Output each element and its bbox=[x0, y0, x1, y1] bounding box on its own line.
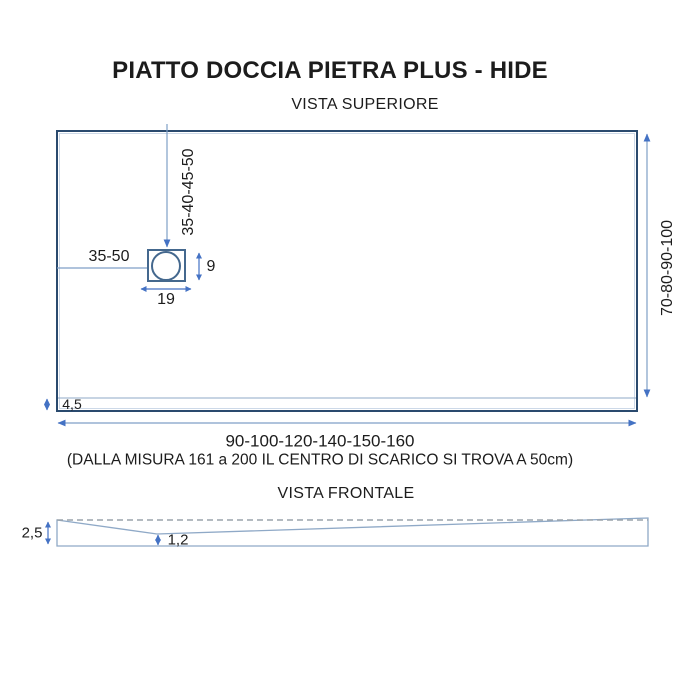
dim-label-front-center-height: 1,2 bbox=[167, 531, 189, 549]
dim-label-front-edge-height: 2,5 bbox=[21, 524, 43, 542]
dim-label-tray-depth: 70-80-90-100 bbox=[659, 219, 676, 317]
dim-label-drain-offset-left: 35-50 bbox=[88, 248, 130, 265]
front-view-profile bbox=[57, 518, 648, 549]
top-view-heading: VISTA SUPERIORE bbox=[291, 96, 439, 113]
dim-label-drain-height: 9 bbox=[206, 258, 216, 275]
top-view-note: (DALLA MISURA 161 a 200 IL CENTRO DI SCARICO SI TROVA A 50cm) bbox=[66, 451, 574, 469]
dim-label-edge-thickness: 4,5 bbox=[62, 396, 82, 412]
top-view-outline bbox=[57, 131, 637, 411]
dim-label-drain-offset-top: 35-40-45-50 bbox=[180, 148, 197, 236]
dim-label-tray-width: 90-100-120-140-150-160 bbox=[225, 431, 415, 451]
page-title: PIATTO DOCCIA PIETRA PLUS - HIDE bbox=[112, 57, 548, 84]
front-view-heading: VISTA FRONTALE bbox=[277, 485, 415, 502]
dim-label-drain-width: 19 bbox=[157, 291, 175, 308]
